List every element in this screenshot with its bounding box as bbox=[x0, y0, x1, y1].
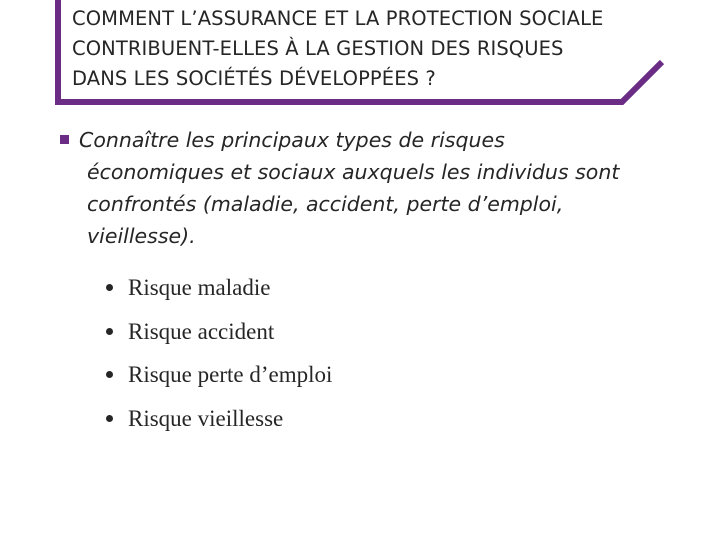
risk-item-label: Risque maladie bbox=[128, 275, 271, 300]
list-item bbox=[106, 397, 332, 441]
title-line-3: DANS LES SOCIÉTÉS DÉVELOPPÉES ? bbox=[72, 67, 436, 90]
main-bullet-text-1: Connaître les principaux types de risques bbox=[79, 128, 505, 152]
list-item bbox=[106, 353, 332, 397]
bullet-dot-icon bbox=[106, 415, 113, 422]
slide-title bbox=[72, 4, 692, 94]
risk-list bbox=[106, 266, 332, 440]
main-bullet-line-2: économiques et sociaux auxquels les individus sont bbox=[87, 160, 620, 184]
bullet-dot-icon bbox=[106, 328, 113, 335]
title-line-1: COMMENT L’ASSURANCE ET LA PROTECTION SOCIALE bbox=[72, 7, 604, 30]
bullet-dot-icon bbox=[106, 284, 113, 291]
risk-item-label: Risque accident bbox=[128, 318, 275, 344]
main-bullet bbox=[60, 124, 700, 252]
square-bullet-icon bbox=[60, 135, 69, 144]
title-frame bbox=[0, 0, 720, 110]
main-bullet-line-3: confrontés (maladie, accident, perte d’emploi, bbox=[87, 192, 564, 216]
main-bullet-line-1 bbox=[60, 124, 700, 156]
risk-item-label: Risque vieillesse bbox=[128, 405, 284, 431]
risk-item-label: Risque perte d’emploi bbox=[128, 362, 333, 387]
main-bullet-line-4: vieillesse). bbox=[87, 224, 196, 248]
title-line-2: CONTRIBUENT-ELLES À LA GESTION DES RISQUES bbox=[72, 37, 564, 60]
list-item bbox=[106, 266, 332, 310]
list-item bbox=[106, 310, 332, 354]
bullet-dot-icon bbox=[106, 371, 113, 378]
